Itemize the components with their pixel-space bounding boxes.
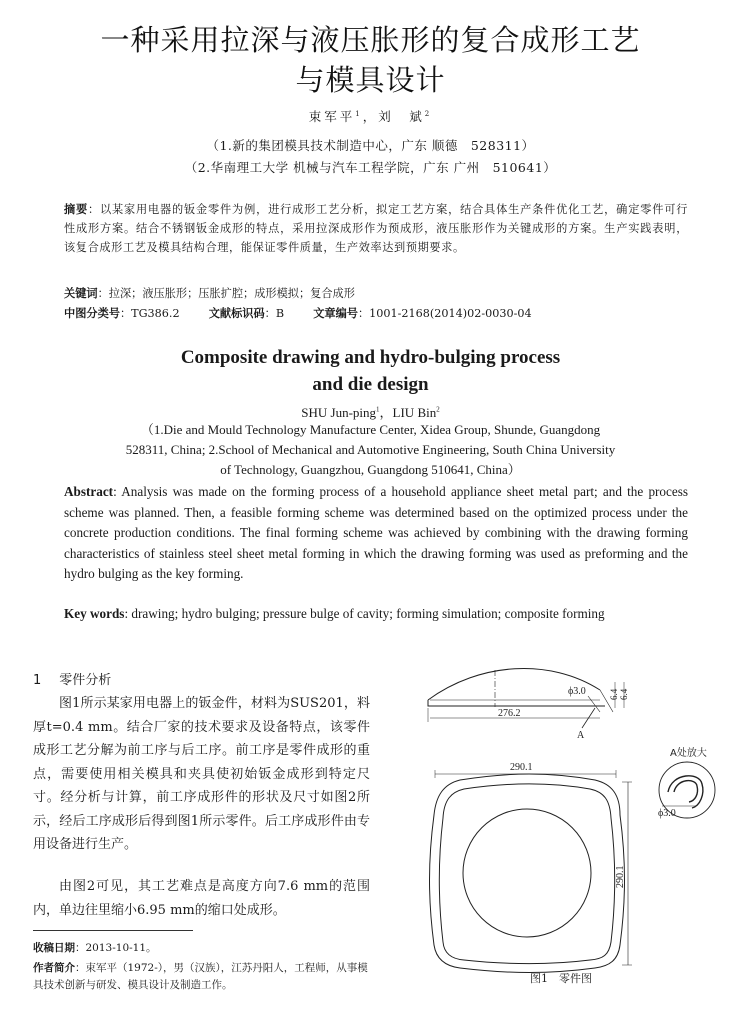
figure-1-drawing <box>400 660 730 1000</box>
footnote-author: 作者简介：束军平（1972-），男（汉族），江苏丹阳人，工程师，从事模具技术创新与研发、模具设计及制造工作。 <box>33 962 368 991</box>
title-en-line1: Composite drawing and hydro-bulging process <box>180 347 561 368</box>
footnote-divider <box>33 930 193 931</box>
label-a: A <box>577 730 585 741</box>
abstract-cn-text: ：以某家用电器的钣金零件为例，进行成形工艺分析，拟定工艺方案，结合具体生产条件优化工艺，确定零件可行性成形方案。结合不锈钢钣金成形的特点，采用拉深成形作为预成形，液压胀形作为关键成形的方案。生产实践表明，该复合成形工艺及模具结构合理，能保证零件质量，生产效率达到预期要求。 <box>64 203 688 254</box>
dim-phi-3-detail: ϕ3.0 <box>658 808 676 819</box>
abstract-en <box>64 482 688 585</box>
top-view-circle <box>463 809 591 937</box>
title-cn-line1: 一种采用拉深与液压胀形的复合成形工艺 <box>100 23 641 57</box>
authors-cn: 束军平$^1$，刘 斌$^2$ <box>308 109 433 124</box>
affiliation-en-2: 528311, China; 2.School of Mechanical and Automotive Engineering, South China University <box>125 442 616 457</box>
author-1: 束军平 <box>308 109 356 124</box>
keywords-en: Key words: drawing; hydro bulging; pressure bulge of cavity; forming simulation; composite forming <box>64 606 605 621</box>
affiliation-cn-2: （2.华南理工大学 机械与汽车工程学院，广东 广州 510641） <box>184 160 557 175</box>
section-heading: 1 零件分析 <box>33 673 112 688</box>
title-en-line2: and die design <box>312 374 429 395</box>
keywords-cn: 关键词：拉深；液压胀形；压胀扩腔；成形模拟；复合成形 <box>64 287 355 300</box>
footnote-received: 收稿日期：2013-10-11。 <box>33 942 157 954</box>
detail-a-label: A处放大 <box>670 748 707 759</box>
affiliation-en-3: of Technology, Guangzhou, Guangdong 510641, China） <box>220 462 521 477</box>
abstract-en-text: : Analysis was made on the forming process of a household appliance sheet metal part; and the process scheme was planned. Then, a feasible forming scheme was determined based on the optimized process under the concrete production conditions. The final forming scheme was achieved by combining with the drawing forming characteristics of stainless steel sheet metal forming in which the drawing forming was used as preforming and the hydro bulging as the key forming. <box>64 484 688 581</box>
abstract-cn-label: 摘要 <box>64 203 89 216</box>
affiliation-cn-1: （1.新的集团模具技术制造中心，广东 顺德 528311） <box>206 138 535 153</box>
dim-290-1-top: 290.1 <box>510 762 533 773</box>
dim-6-4-a: 6.4 <box>609 688 619 700</box>
body-paragraph-1: 图1所示某家用电器上的钣金件，材料为SUS201，料厚t=0.4 mm。结合厂家的技术要求及设备特点，该零件成形工艺分解为前工序与后工序。前工序是零件成形的重点，需要使用相关模具和夹具使初始钣金成形到特定尺寸。经分析与计算，前工序成形件的形状及尺寸如图2所示，经后工序成形后得到图1所示零件。后工序成形件由专用设备进行生产。 <box>33 696 370 852</box>
figure-caption: 图1 零件图 <box>530 972 592 985</box>
title-cn-line2: 与模具设计 <box>295 63 446 97</box>
classification-line: 中图分类号：TG386.2 文献标识码：B 文章编号：1001-2168(2014)02-0030-04 <box>64 307 532 320</box>
dim-276-2: 276.2 <box>498 708 521 719</box>
body-paragraph-2: 由图2可见，其工艺难点是高度方向7.6 mm的范围内，单边往里缩小6.95 mm的缩口处成形。 <box>33 879 370 918</box>
dim-phi-3-top: ϕ3.0 <box>568 686 586 697</box>
abstract-en-label: Abstract <box>64 484 114 499</box>
abstract-cn <box>64 200 688 257</box>
top-view-outline <box>430 774 625 973</box>
dim-290-1-side: 290.1 <box>615 865 626 888</box>
authors-en: SHU Jun-ping$^1$，LIU Bin$^2$ <box>301 405 440 420</box>
dim-6-4-b: 6.4 <box>619 688 629 700</box>
affiliation-en-1: （1.Die and Mould Technology Manufacture Center, Xidea Group, Shunde, Guangdong <box>140 422 601 437</box>
author-2: 刘 斌 <box>378 109 425 124</box>
